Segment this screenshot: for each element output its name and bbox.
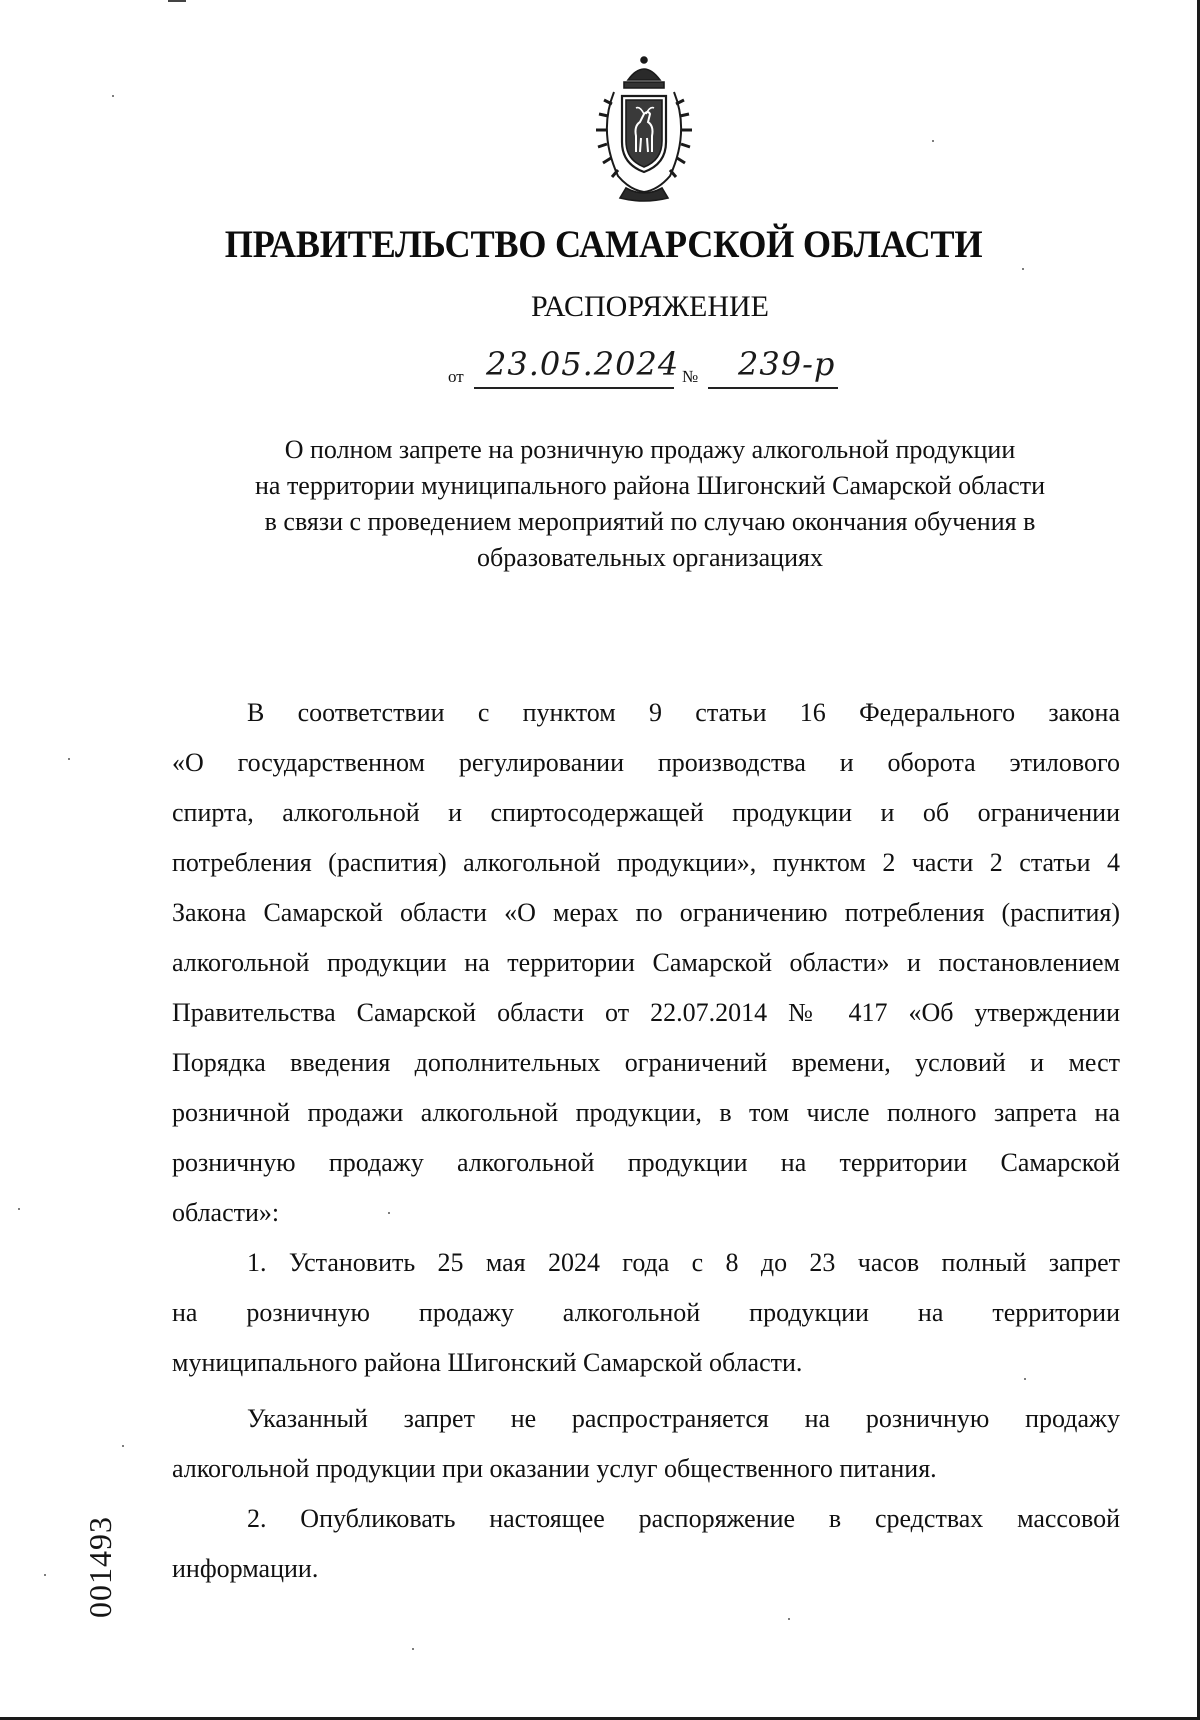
document-type: РАСПОРЯЖЕНИЕ — [530, 290, 770, 323]
number-label: № — [682, 367, 699, 386]
scan-speck — [788, 1618, 790, 1620]
scan-speck — [122, 1445, 124, 1447]
handwritten-date: 23.05.2024 — [486, 345, 680, 383]
scan-speck — [44, 1574, 46, 1576]
body-line: розничную продажу алкогольной продукции на территории Самарской — [172, 1148, 1120, 1177]
date-underline — [474, 387, 674, 389]
body-line: спирта, алкогольной и спиртосодержащей продукции и об ограничении — [172, 798, 1120, 827]
scan-speck — [412, 1648, 414, 1650]
scan-speck — [112, 95, 114, 97]
handwritten-number: 239-р — [738, 345, 836, 383]
document-subject — [150, 432, 1150, 576]
scan-mark — [168, 0, 186, 2]
scan-speck — [68, 758, 70, 760]
body-line: Закона Самарской области «О мерах по ограничению потребления (распития) — [172, 898, 1120, 927]
scan-speck — [1024, 1378, 1026, 1380]
note-line: алкогольной продукции при оказании услуг общественного питания. — [172, 1454, 937, 1483]
subject-line: О полном запрете на розничную продажу алкогольной продукции — [284, 435, 1016, 464]
body-line: области»: — [172, 1198, 280, 1227]
document-body — [172, 688, 1120, 1594]
note-line: Указанный запрет не распространяется на розничную продажу — [247, 1404, 1120, 1433]
scan-speck — [388, 1212, 390, 1214]
body-line: В соответствии с пунктом 9 статьи 16 Федерального закона — [247, 698, 1120, 727]
body-line: розничной продажи алкогольной продукции, в том числе полного запрета на — [172, 1098, 1120, 1127]
body-line: «О государственном регулировании производства и оборота этилового — [172, 748, 1120, 777]
subject-line: на территории муниципального района Шигонский Самарской области — [254, 471, 1046, 500]
coat-of-arms-emblem — [584, 52, 704, 202]
government-title: ПРАВИТЕЛЬСТВО САМАРСКОЙ ОБЛАСТИ — [224, 223, 983, 266]
number-underline — [708, 387, 838, 389]
body-line: Порядка введения дополнительных ограничений времени, условий и мест — [172, 1048, 1120, 1077]
item1-line: муниципального района Шигонский Самарской области. — [172, 1348, 803, 1377]
item2-line: информации. — [172, 1554, 319, 1583]
item1-line: 1. Установить 25 мая 2024 года с 8 до 23 часов полный запрет — [247, 1248, 1120, 1277]
margin-stamp-number: 001493 — [82, 1516, 118, 1618]
body-line: Правительства Самарской области от 22.07.2014 № 417 «Об утверждении — [172, 998, 1120, 1027]
date-from-label: от — [448, 367, 464, 386]
body-line: потребления (распития) алкогольной продукции», пунктом 2 части 2 статьи 4 — [172, 848, 1120, 877]
scan-speck — [18, 1208, 20, 1210]
subject-line: в связи с проведением мероприятий по случаю окончания обучения в — [264, 507, 1036, 536]
scan-speck — [932, 140, 934, 142]
body-line: алкогольной продукции на территории Самарской области» и постановлением — [172, 948, 1120, 977]
item2-line: 2. Опубликовать настоящее распоряжение в средствах массовой — [247, 1504, 1120, 1533]
scan-speck — [1022, 268, 1024, 270]
item1-line: на розничную продажу алкогольной продукции на территории — [172, 1298, 1120, 1327]
dateline — [448, 345, 868, 395]
subject-line: образовательных организациях — [477, 543, 823, 572]
